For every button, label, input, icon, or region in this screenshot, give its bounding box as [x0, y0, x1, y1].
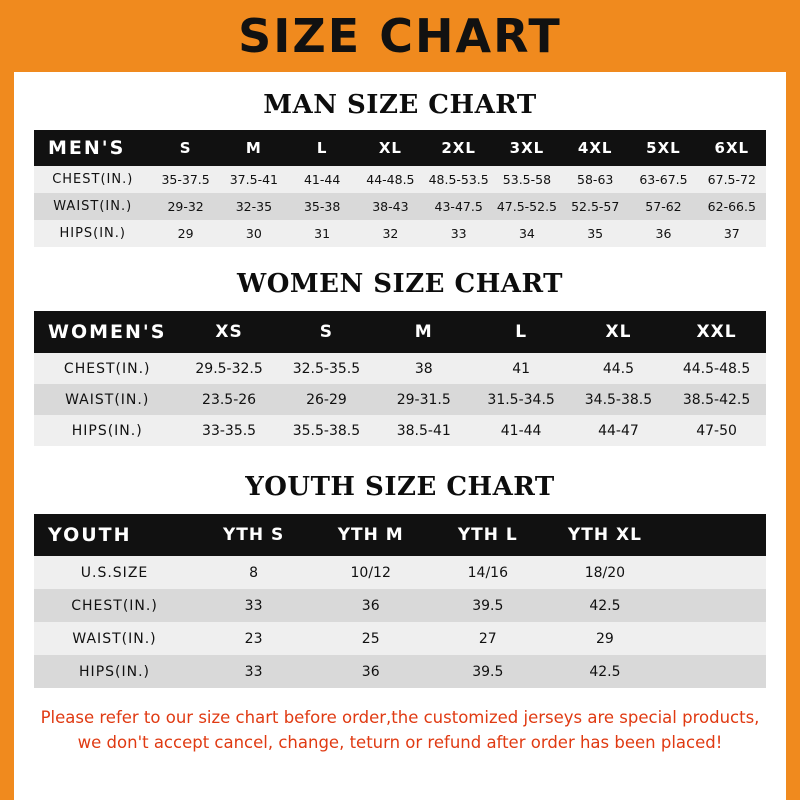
table-cell: 32-35 — [235, 199, 273, 214]
women-size-table — [34, 311, 766, 446]
women-section-title: WOMEN SIZE CHART — [237, 269, 563, 299]
table-cell: 29-31.5 — [396, 391, 451, 408]
row-label: CHEST(IN.) — [63, 360, 151, 377]
table-row — [34, 655, 766, 688]
table-row — [34, 193, 766, 220]
column-header: 2XL — [441, 139, 476, 157]
table-cell: 31.5-34.5 — [487, 391, 555, 408]
table-row — [34, 220, 766, 247]
table-row — [34, 415, 766, 446]
column-header: 6XL — [714, 139, 750, 157]
table-cell: 33 — [450, 226, 467, 241]
table-cell: 39.5 — [472, 597, 504, 614]
table-cell: 32.5-35.5 — [292, 360, 361, 377]
table-cell: 32 — [382, 226, 399, 241]
table-cell: 23.5-26 — [202, 391, 257, 408]
table-cell: 35.5-38.5 — [292, 422, 361, 439]
order-notice — [34, 706, 766, 756]
row-label: CHEST(IN.) — [52, 172, 134, 187]
column-header: M — [245, 139, 262, 157]
table-row — [34, 353, 766, 384]
table-cell: 52.5-57 — [571, 199, 620, 214]
table-cell: 26-29 — [306, 391, 347, 408]
table-cell-spacer — [663, 556, 766, 589]
table-cell: 36 — [655, 226, 672, 241]
table-cell-spacer — [663, 589, 766, 622]
order-notice-line-2: we don't accept cancel, change, teturn or refund after order has been placed! — [77, 732, 723, 752]
table-cell: 41-44 — [500, 422, 542, 439]
column-header: YTH L — [457, 525, 518, 545]
column-header: XL — [378, 139, 402, 157]
table-cell: 29-32 — [167, 199, 204, 214]
table-cell: 29 — [596, 630, 614, 647]
table-row — [34, 589, 766, 622]
table-cell: 48.5-53.5 — [428, 172, 489, 187]
chart-content — [14, 90, 786, 756]
table-cell: 27 — [478, 630, 497, 647]
youth-section-title: YOUTH SIZE CHART — [245, 472, 555, 502]
table-cell: 37.5-41 — [229, 172, 278, 187]
table-cell: 43-47.5 — [434, 199, 483, 214]
row-label: WAIST(IN.) — [72, 630, 157, 647]
table-cell: 44.5-48.5 — [682, 360, 751, 377]
column-header: L — [316, 139, 328, 157]
column-header: M — [414, 322, 433, 342]
table-cell: 53.5-58 — [502, 172, 552, 187]
table-cell: 63-67.5 — [639, 172, 688, 187]
row-label: HIPS(IN.) — [59, 226, 126, 241]
row-label: HIPS(IN.) — [71, 422, 143, 439]
column-header: L — [515, 322, 528, 342]
column-header: 4XL — [577, 139, 613, 157]
column-header-spacer — [663, 514, 766, 556]
table-cell: 38.5-41 — [396, 422, 451, 439]
row-label: CHEST(IN.) — [71, 597, 158, 614]
column-header: XL — [605, 322, 632, 342]
column-header: WOMEN'S — [48, 321, 167, 343]
column-header: 3XL — [509, 139, 545, 157]
table-cell: 33 — [244, 663, 263, 680]
table-cell: 44.5 — [602, 360, 635, 377]
table-cell: 41 — [512, 360, 531, 377]
row-label: U.S.SIZE — [80, 564, 149, 581]
man-section-title: MAN SIZE CHART — [263, 90, 537, 120]
table-cell: 29 — [177, 226, 194, 241]
table-cell: 14/16 — [467, 564, 508, 581]
table-cell: 44-47 — [598, 422, 639, 439]
table-cell: 36 — [361, 597, 380, 614]
table-row — [34, 166, 766, 193]
table-cell: 58-63 — [577, 172, 614, 187]
table-cell: 31 — [314, 226, 331, 241]
column-header: 5XL — [646, 139, 681, 157]
table-cell: 34.5-38.5 — [584, 391, 653, 408]
table-cell: 35 — [587, 226, 604, 241]
column-header: MEN'S — [48, 137, 126, 159]
table-cell: 35-37.5 — [161, 172, 210, 187]
table-header-row — [34, 311, 766, 353]
table-cell: 38-43 — [372, 199, 409, 214]
table-cell: 67.5-72 — [707, 172, 756, 187]
column-header: YTH S — [222, 525, 285, 545]
table-cell-spacer — [663, 655, 766, 688]
table-row — [34, 622, 766, 655]
page-title: SIZE CHART — [238, 9, 562, 63]
column-header: YTH M — [337, 525, 404, 545]
man-size-table — [34, 130, 766, 247]
column-header: YTH XL — [567, 525, 642, 545]
table-cell: 30 — [245, 226, 262, 241]
table-cell: 47-50 — [696, 422, 737, 439]
column-header: S — [179, 139, 192, 157]
table-cell: 33-35.5 — [202, 422, 257, 439]
table-cell: 35-38 — [303, 199, 341, 214]
column-header: S — [319, 322, 334, 342]
table-cell: 18/20 — [584, 564, 626, 581]
table-cell: 10/12 — [350, 564, 391, 581]
table-cell: 8 — [249, 564, 259, 581]
table-cell: 29.5-32.5 — [195, 360, 263, 377]
page-banner — [0, 0, 800, 72]
order-notice-line-1: Please refer to our size chart before order,the customized jerseys are special products, — [40, 708, 760, 727]
row-label: WAIST(IN.) — [65, 391, 150, 408]
table-cell: 38 — [414, 360, 433, 377]
table-cell: 39.5 — [472, 663, 504, 680]
table-cell: 41-44 — [303, 172, 341, 187]
table-cell: 44-48.5 — [366, 172, 415, 187]
table-cell: 36 — [361, 663, 380, 680]
column-header: XS — [215, 322, 243, 342]
table-cell: 38.5-42.5 — [682, 391, 751, 408]
table-row — [34, 556, 766, 589]
column-header: XXL — [696, 322, 737, 342]
table-row — [34, 384, 766, 415]
table-header-row — [34, 130, 766, 166]
table-cell-spacer — [663, 622, 766, 655]
table-cell: 37 — [723, 226, 740, 241]
table-header-row — [34, 514, 766, 556]
table-cell: 62-66.5 — [707, 199, 756, 214]
youth-size-table — [34, 514, 766, 688]
table-cell: 23 — [244, 630, 263, 647]
table-cell: 42.5 — [589, 597, 621, 614]
row-label: WAIST(IN.) — [53, 199, 133, 214]
table-cell: 33 — [244, 597, 263, 614]
row-label: HIPS(IN.) — [79, 663, 150, 680]
table-cell: 47.5-52.5 — [496, 199, 558, 214]
table-cell: 25 — [361, 630, 380, 647]
table-cell: 34 — [518, 226, 535, 241]
column-header: YOUTH — [48, 524, 132, 546]
table-cell: 42.5 — [589, 663, 621, 680]
table-cell: 57-62 — [645, 199, 682, 214]
